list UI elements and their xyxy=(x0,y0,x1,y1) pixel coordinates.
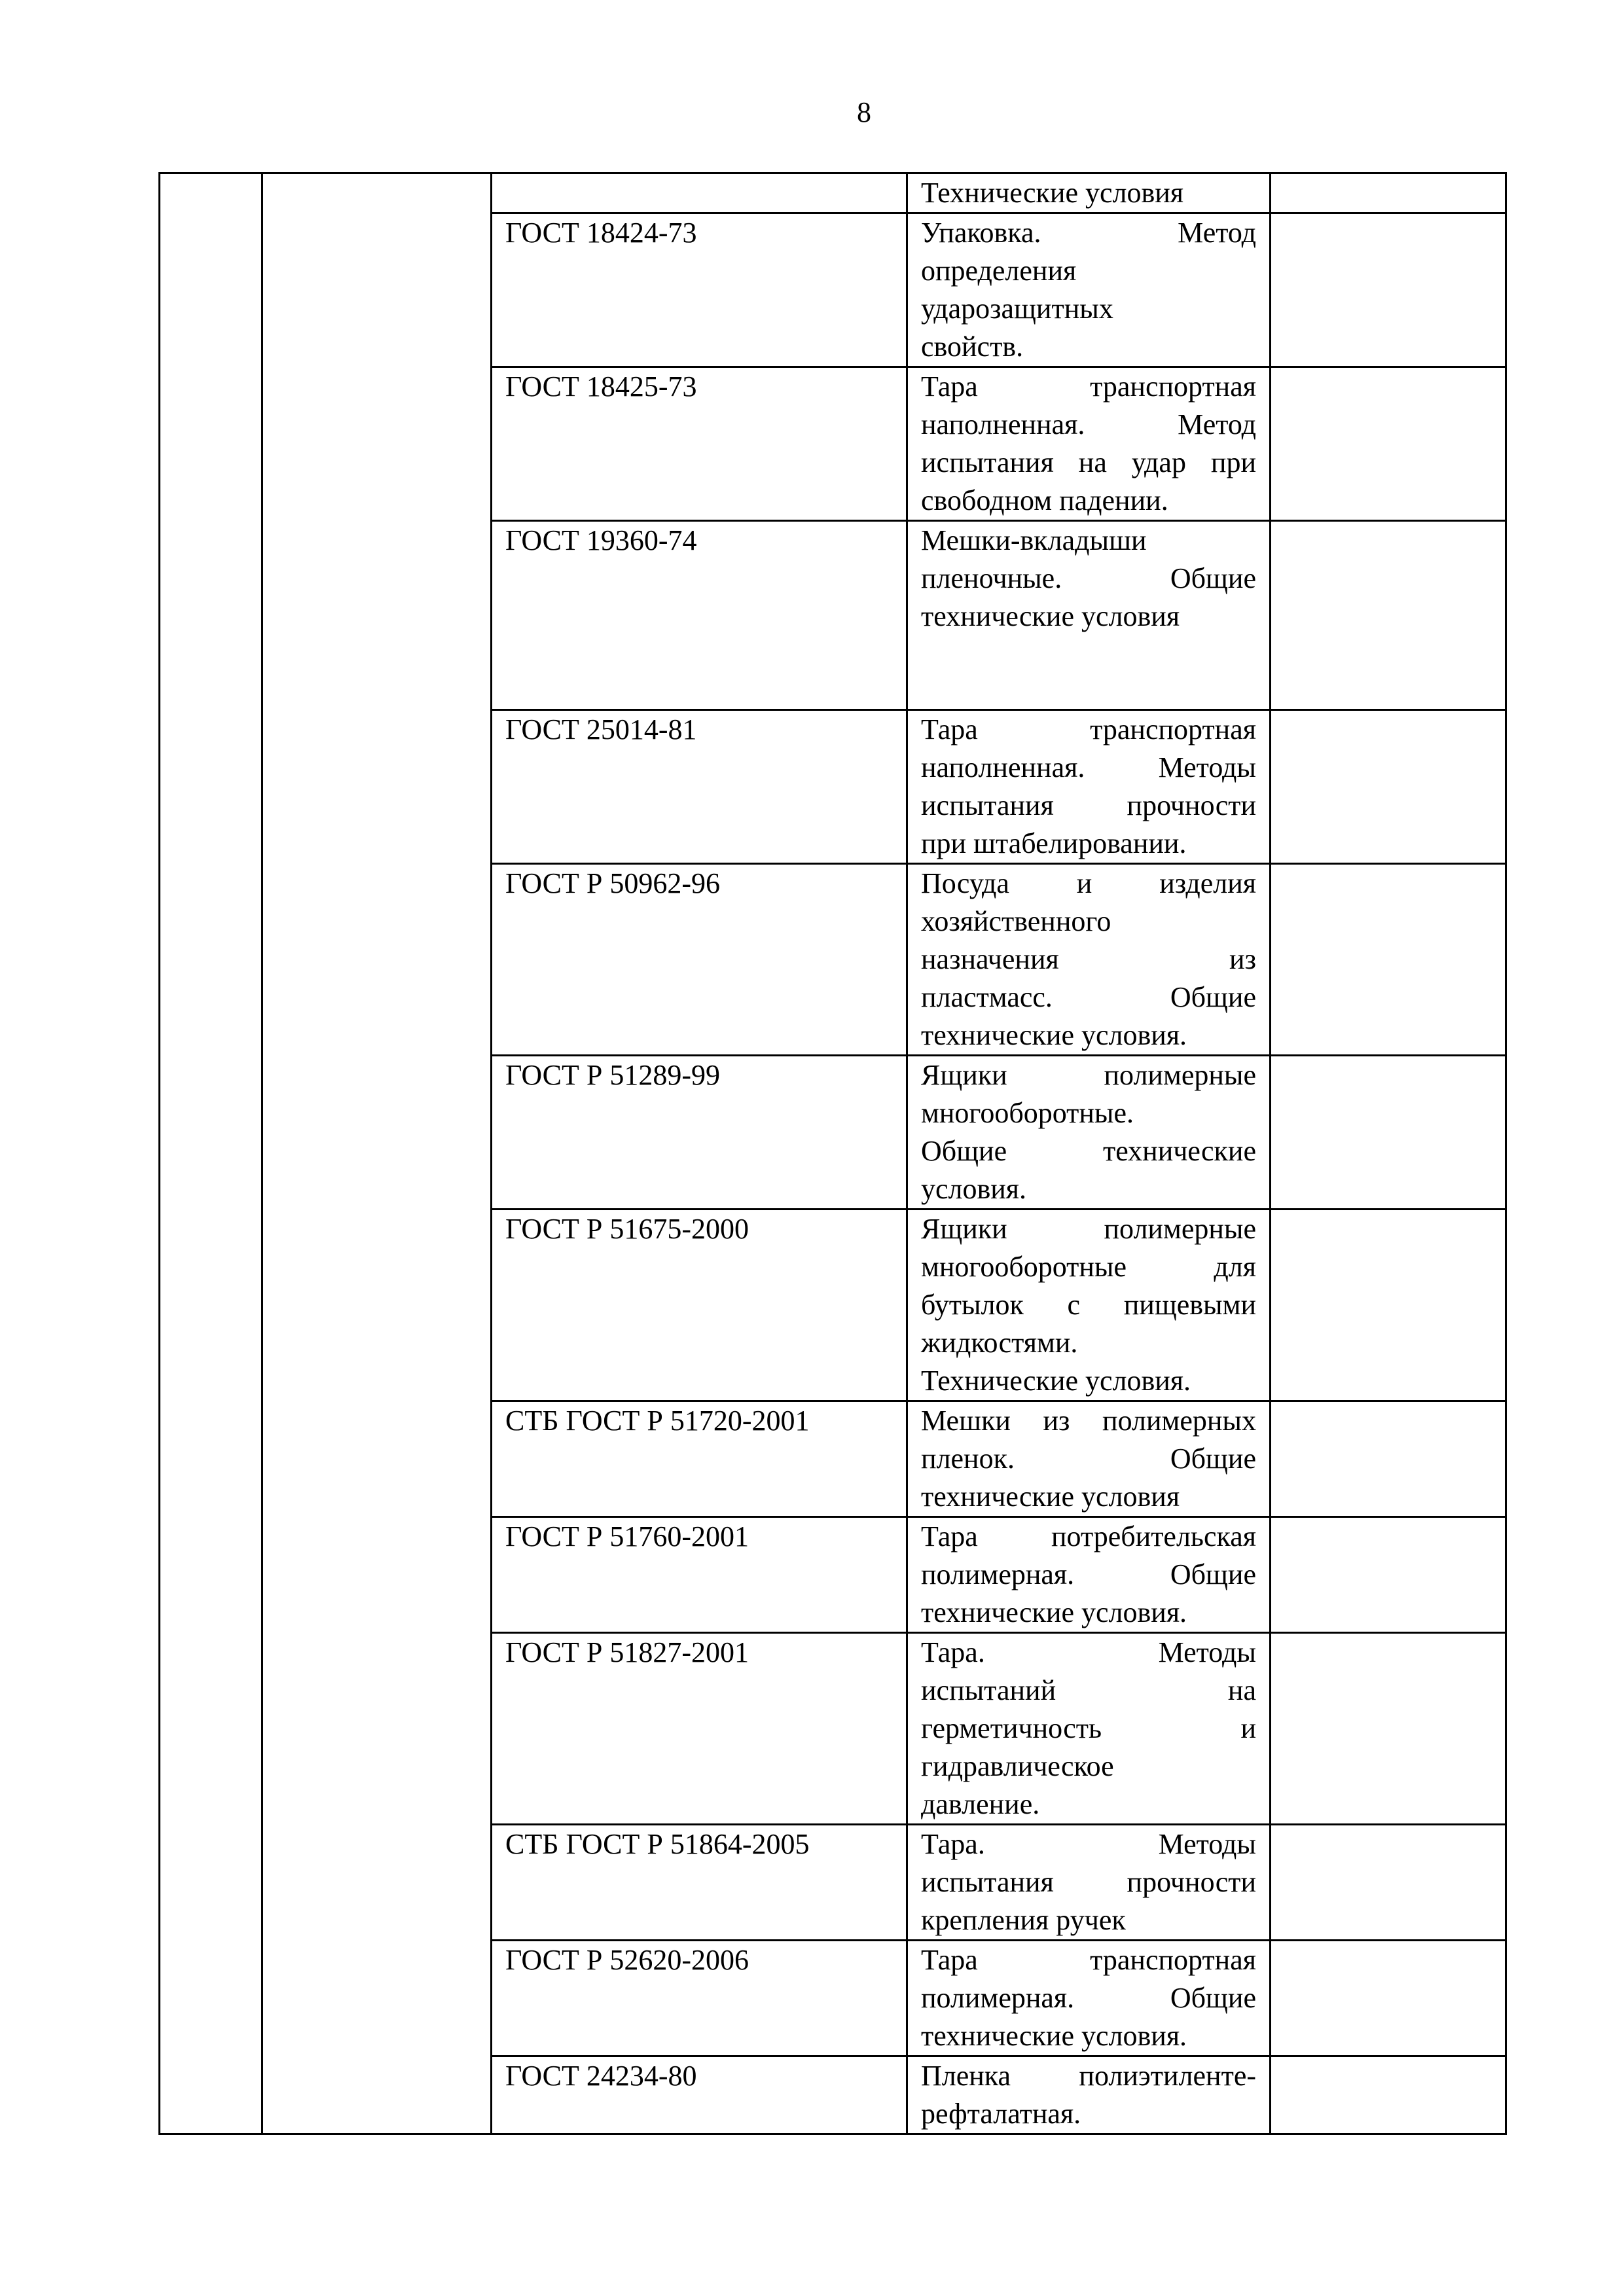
standard-code-cell: СТБ ГОСТ Р 51720-2001 xyxy=(492,1401,907,1517)
standard-title-cell xyxy=(907,1056,1271,1210)
standard-code-cell: ГОСТ Р 52620-2006 xyxy=(492,1941,907,2056)
standard-code-cell: ГОСТ Р 51827-2001 xyxy=(492,1633,907,1825)
standard-title-line: многооборотные. xyxy=(921,1097,1134,1129)
standard-code-cell xyxy=(492,173,907,213)
standard-title-line: Ящики полимерные xyxy=(921,1059,1256,1091)
notes-cell xyxy=(1271,367,1506,521)
standard-title-line: Тара транспортная xyxy=(921,1944,1256,1976)
standard-title-line: испытания прочности xyxy=(921,1866,1256,1898)
standard-title-line: испытания прочности xyxy=(921,789,1256,821)
standard-title-line: пленок. Общие xyxy=(921,1443,1256,1475)
standard-title-line: назначения из xyxy=(921,943,1256,975)
standard-title-line: Упаковка. Метод xyxy=(921,217,1256,249)
standard-title-line: Тара транспортная xyxy=(921,370,1256,403)
standard-code-cell: ГОСТ Р 51289-99 xyxy=(492,1056,907,1210)
standard-title-line: определения xyxy=(921,255,1077,287)
standard-title-line: технические условия. xyxy=(921,1019,1187,1051)
standards-table-body xyxy=(160,173,1506,2134)
standard-title-line: крепления ручек xyxy=(921,1904,1126,1936)
standard-title-line: рефталатная. xyxy=(921,2098,1081,2130)
standard-title-line: пластмасс. Общие xyxy=(921,981,1256,1013)
standard-title-line: Пленка полиэтиленте- xyxy=(921,2060,1256,2092)
standard-title-cell xyxy=(907,864,1271,1056)
notes-cell xyxy=(1271,1056,1506,1210)
notes-cell xyxy=(1271,710,1506,864)
standard-title-line: наполненная. Методы xyxy=(921,751,1256,783)
standard-code-cell: ГОСТ Р 50962-96 xyxy=(492,864,907,1056)
notes-cell xyxy=(1271,521,1506,710)
standard-title-cell xyxy=(907,1633,1271,1825)
standard-title-cell xyxy=(907,367,1271,521)
number-column-cell xyxy=(160,173,262,2134)
notes-cell xyxy=(1271,1210,1506,1401)
standard-title-cell xyxy=(907,213,1271,367)
standard-title-line: хозяйственного xyxy=(921,905,1111,937)
standard-title-line: ударозащитных xyxy=(921,293,1113,325)
notes-cell xyxy=(1271,864,1506,1056)
standard-title-line: полимерная. Общие xyxy=(921,1558,1256,1590)
standard-title-line: наполненная. Метод xyxy=(921,408,1256,440)
standard-title-line: Посуда и изделия xyxy=(921,867,1256,899)
standard-title-line: технические условия. xyxy=(921,2020,1187,2052)
notes-cell xyxy=(1271,213,1506,367)
notes-cell xyxy=(1271,1517,1506,1633)
standards-table xyxy=(158,172,1507,2135)
standard-title-cell xyxy=(907,1517,1271,1633)
page-number: 8 xyxy=(857,96,871,128)
standard-title-line: гидравлическое xyxy=(921,1750,1114,1782)
standard-code-cell: ГОСТ 25014-81 xyxy=(492,710,907,864)
standard-code-cell: ГОСТ 19360-74 xyxy=(492,521,907,710)
standard-title-line: Тара. Методы xyxy=(921,1828,1256,1860)
standard-code-cell: ГОСТ Р 51675-2000 xyxy=(492,1210,907,1401)
standard-title-line: свободном падении. xyxy=(921,484,1168,516)
notes-cell xyxy=(1271,1825,1506,1941)
notes-cell xyxy=(1271,2056,1506,2134)
standard-title-line: Общие технические xyxy=(921,1135,1256,1167)
standard-code-cell: ГОСТ Р 51760-2001 xyxy=(492,1517,907,1633)
standard-title-line: условия. xyxy=(921,1173,1027,1205)
standard-code-cell: ГОСТ 18424-73 xyxy=(492,213,907,367)
standard-title-line: Мешки-вкладыши xyxy=(921,524,1147,556)
standard-title-line: полимерная. Общие xyxy=(921,1982,1256,2014)
notes-cell xyxy=(1271,173,1506,213)
standard-title-line: при штабелировании. xyxy=(921,827,1187,859)
standard-code-cell: ГОСТ 24234-80 xyxy=(492,2056,907,2134)
standard-title-cell xyxy=(907,1941,1271,2056)
standard-title-line: испытаний на xyxy=(921,1674,1256,1706)
standard-title-line: технические условия xyxy=(921,600,1180,632)
notes-cell xyxy=(1271,1941,1506,2056)
standard-title-cell xyxy=(907,2056,1271,2134)
standard-code-cell: СТБ ГОСТ Р 51864-2005 xyxy=(492,1825,907,1941)
standard-title-cell xyxy=(907,1825,1271,1941)
standard-title-line: Технические условия. xyxy=(921,1365,1191,1397)
standard-title-line: технические условия xyxy=(921,1480,1180,1513)
standard-title-line: свойств. xyxy=(921,331,1024,363)
standard-title-line: Тара транспортная xyxy=(921,713,1256,745)
standard-code-cell: ГОСТ 18425-73 xyxy=(492,367,907,521)
standard-title-line: пленочные. Общие xyxy=(921,562,1256,594)
standard-title-line: многооборотные для xyxy=(921,1251,1256,1283)
standard-title-line: Технические условия xyxy=(921,177,1184,209)
notes-cell xyxy=(1271,1401,1506,1517)
standard-title-line: Тара потребительская xyxy=(921,1520,1256,1552)
notes-cell xyxy=(1271,1633,1506,1825)
standard-title-line: Тара. Методы xyxy=(921,1636,1256,1668)
standard-title-line: Мешки из полимерных xyxy=(921,1405,1256,1437)
standard-title-line: жидкостями. xyxy=(921,1327,1078,1359)
standard-title-line: технические условия. xyxy=(921,1596,1187,1628)
standard-title-cell xyxy=(907,521,1271,710)
standard-title-cell xyxy=(907,1210,1271,1401)
table-row xyxy=(160,173,1506,213)
standard-title-line: герметичность и xyxy=(921,1712,1256,1744)
standard-title-line: давление. xyxy=(921,1788,1040,1820)
standard-title-line: испытания на удар при xyxy=(921,446,1256,478)
standard-title-line: Ящики полимерные xyxy=(921,1213,1256,1245)
standard-title-cell xyxy=(907,1401,1271,1517)
name-column-cell xyxy=(262,173,492,2134)
standard-title-line: бутылок с пищевыми xyxy=(921,1289,1256,1321)
standard-title-cell xyxy=(907,173,1271,213)
standard-title-cell xyxy=(907,710,1271,864)
